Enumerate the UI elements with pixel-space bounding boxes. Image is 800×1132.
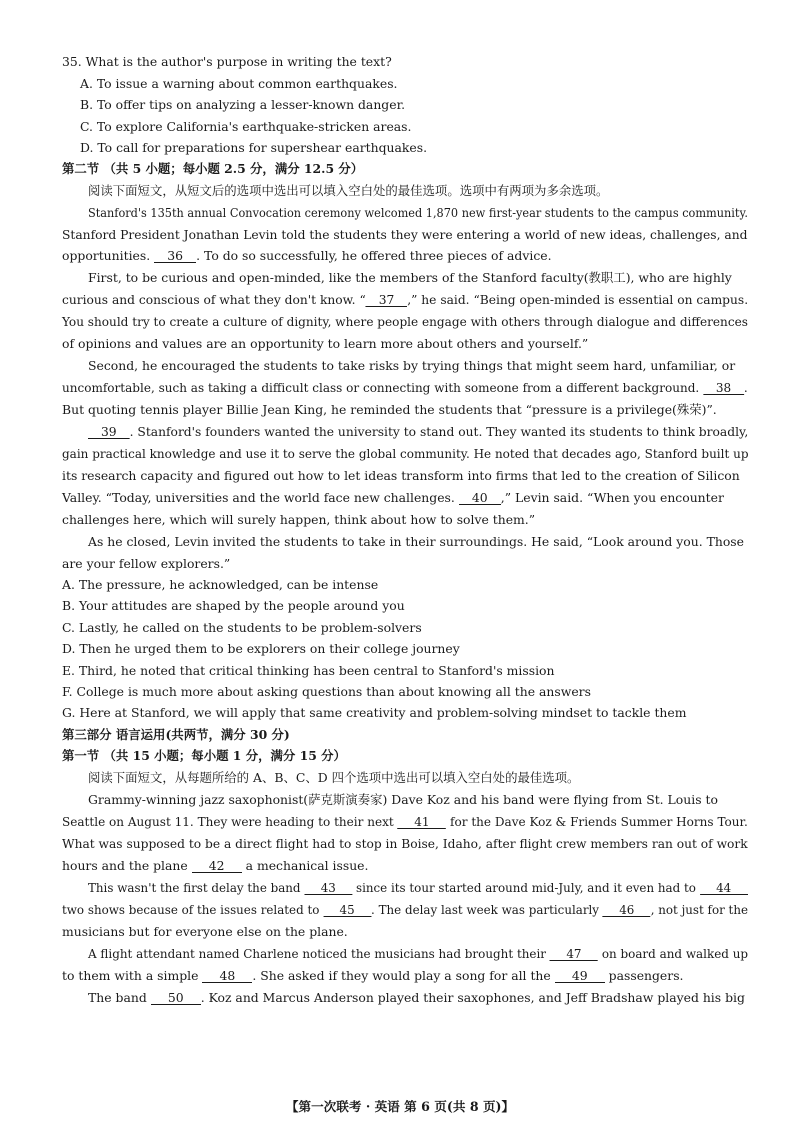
blank-47[interactable]: 47 xyxy=(550,948,598,961)
passage-line: But quoting tennis player Billie Jean King, he reminded the students that “pressure is a privilege(殊荣)”. xyxy=(62,402,717,417)
part3-section1-heading: 第一节 （共 15 小题；每小题 1 分，满分 15 分） xyxy=(62,748,346,763)
passage-line: A flight attendant named Charlene noticed the musicians had brought their 47 on board and walked up xyxy=(88,946,749,961)
blank-40[interactable]: 40 xyxy=(459,492,501,505)
blank-49[interactable]: 49 xyxy=(555,970,605,983)
q35-option-c: C. To explore California's earthquake-stricken areas. xyxy=(80,119,412,134)
part3-instructions: 阅读下面短文，从每题所给的 A、B、C、D 四个选项中选出可以填入空白处的最佳选项。 xyxy=(88,770,580,785)
passage-line: Stanford's 135th annual Convocation ceremony welcomed 1,870 new first-year students to the campus community. xyxy=(88,205,748,220)
passage-line: As he closed, Levin invited the students to take in their surroundings. He said, “Look around you. Those xyxy=(88,534,744,549)
passage-line: The band 50 . Koz and Marcus Anderson played their saxophones, and Jeff Bradshaw played his big xyxy=(88,990,745,1005)
passage-line: What was supposed to be a direct flight had to stop in Boise, Idaho, after flight crew members ran out of work xyxy=(62,836,748,851)
passage-line: Seattle on August 11. They were heading to their next 41 for the Dave Koz & Friends Summer Horns Tour. xyxy=(62,814,748,829)
passage-line: gain practical knowledge and use it to serve the global community. He noted that decades ago, Stanford built up xyxy=(62,446,749,461)
blank-38[interactable]: 38 xyxy=(703,382,744,395)
blank-39[interactable]: 39 xyxy=(88,426,130,439)
blank-48[interactable]: 48 xyxy=(202,970,252,983)
passage-line: Stanford President Jonathan Levin told the students they were entering a world of new ideas, challenges, and xyxy=(62,227,748,242)
page-footer: 【第一次联考 · 英语 第 6 页(共 8 页)】 xyxy=(285,1099,515,1114)
section2-heading: 第二节 （共 5 小题；每小题 2.5 分，满分 12.5 分） xyxy=(62,161,364,176)
passage-line: First, to be curious and open-minded, like the members of the Stanford faculty(教职工), who are highly xyxy=(88,270,732,285)
passage-line: You should try to create a culture of dignity, where people engage with others through dialogue and differences xyxy=(62,314,748,329)
q35-option-a: A. To issue a warning about common earthquakes. xyxy=(80,76,398,91)
passage-line: This wasn't the first delay the band 43 since its tour started around mid-July, and it even had to 44 xyxy=(88,881,748,896)
blank-37[interactable]: 37 xyxy=(366,294,408,307)
passage-line: curious and conscious of what they don't know. “ 37 ,” he said. “Being open-minded is essential on campus. xyxy=(62,292,749,307)
q35-stem: 35. What is the author's purpose in writing the text? xyxy=(62,54,392,69)
q35-option-b: B. To offer tips on analyzing a lesser-known danger. xyxy=(80,97,406,112)
passage-line: its research capacity and figured out how to let ideas transform into firms that led to the creation of Silicon xyxy=(62,468,740,483)
passage-line: musicians but for everyone else on the plane. xyxy=(62,924,348,939)
passage-line: challenges here, which will surely happen, think about how to solve them.” xyxy=(62,512,536,527)
option-f: F. College is much more about asking questions than about knowing all the answers xyxy=(62,684,591,699)
option-c: C. Lastly, he called on the students to be problem-solvers xyxy=(62,620,422,635)
passage-line: Grammy-winning jazz saxophonist(萨克斯演奏家) Dave Koz and his band were flying from St. Louis to xyxy=(88,792,718,807)
blank-41[interactable]: 41 xyxy=(398,816,447,829)
blank-43[interactable]: 43 xyxy=(304,882,352,895)
blank-50[interactable]: 50 xyxy=(151,992,201,1005)
option-a: A. The pressure, he acknowledged, can be intense xyxy=(62,577,379,592)
q35-option-d: D. To call for preparations for supershear earthquakes. xyxy=(80,140,428,155)
blank-42[interactable]: 42 xyxy=(192,860,242,873)
passage-line: Second, he encouraged the students to take risks by trying things that might seem hard, unfamiliar, or xyxy=(88,358,736,373)
blank-45[interactable]: 45 xyxy=(323,904,371,917)
passage-line: are your fellow explorers.” xyxy=(62,556,231,571)
passage-line: opportunities. 36 . To do so successfully, he offered three pieces of advice. xyxy=(62,248,552,263)
blank-36[interactable]: 36 xyxy=(154,250,196,263)
passage-line: to them with a simple 48 . She asked if they would play a song for all the 49 passengers. xyxy=(62,968,684,983)
passage-line: hours and the plane 42 a mechanical issue. xyxy=(62,858,369,873)
blank-44[interactable]: 44 xyxy=(700,882,748,895)
passage-line: of opinions and values are an opportunity to learn more about others and yourself.” xyxy=(62,336,589,351)
option-d: D. Then he urged them to be explorers on their college journey xyxy=(62,641,460,656)
passage-line: two shows because of the issues related to 45 . The delay last week was particularly 46 , not just for the xyxy=(62,902,748,917)
option-g: G. Here at Stanford, we will apply that same creativity and problem-solving mindset to tackle them xyxy=(62,705,687,720)
part3-heading: 第三部分 语言运用(共两节，满分 30 分) xyxy=(62,727,290,742)
passage-line: Valley. “Today, universities and the world face new challenges. 40 ,” Levin said. “When you encounter xyxy=(62,490,724,505)
section2-instructions: 阅读下面短文，从短文后的选项中选出可以填入空白处的最佳选项。选项中有两项为多余选项。 xyxy=(88,183,609,198)
option-b: B. Your attitudes are shaped by the people around you xyxy=(62,598,405,613)
option-e: E. Third, he noted that critical thinking has been central to Stanford's mission xyxy=(62,663,555,678)
blank-46[interactable]: 46 xyxy=(603,904,651,917)
passage-line: 39 . Stanford's founders wanted the university to stand out. They wanted its students to think broadly, xyxy=(88,425,748,440)
passage-line: uncomfortable, such as taking a difficult class or connecting with someone from a different background. 38 . xyxy=(62,380,748,395)
